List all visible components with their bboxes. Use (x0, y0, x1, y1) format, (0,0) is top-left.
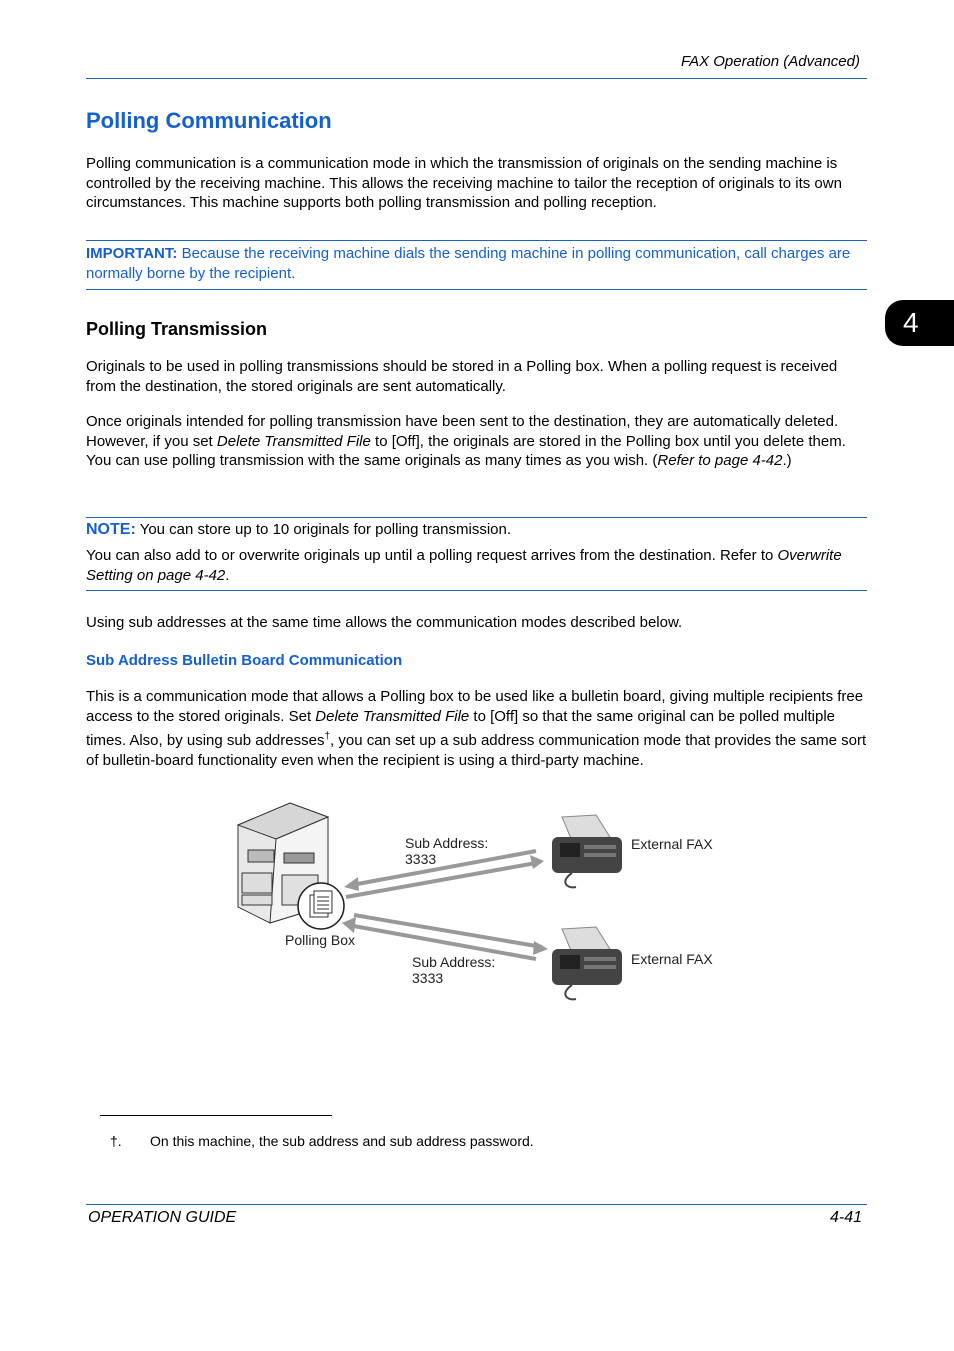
footer-guide-name: OPERATION GUIDE (88, 1209, 237, 1226)
footnote-marker: † (324, 731, 331, 742)
page-number: 4-41 (829, 1209, 862, 1226)
polling-diagram (230, 795, 730, 1005)
external-fax-icon-bottom (552, 927, 622, 999)
bulletin-text-a: This is a communication mode that allows a Polling box to be used like a bulletin board, giving multiple recipients free access to the stored originals. Set (86, 688, 864, 725)
note-text-2b: . (225, 566, 230, 584)
sub-address-label-bottom (412, 954, 495, 986)
important-bottom-rule (86, 289, 867, 290)
overwrite-setting-link[interactable]: Overwrite Setting on page 4-42 (86, 547, 842, 584)
polling-box-label: Polling Box (285, 932, 356, 948)
footnote-text: On this machine, the sub address and sub address password. (150, 1133, 534, 1149)
footer-rule (86, 1204, 867, 1205)
note-text-1: You can store up to 10 originals for polling transmission. (139, 521, 512, 538)
polling-para-2-text-b: to [Off], the originals are stored in the Polling box until you delete them. You can use polling transmission with the same originals as many times as you wish. ( (86, 432, 846, 469)
bulletin-heading: Sub Address Bulletin Board Communication (86, 652, 403, 669)
sub-address-caption-top: Sub Address: (405, 835, 489, 851)
note-line-2 (86, 546, 867, 585)
bulletin-text-b: to [Off] so that the same original can be polled multiple times. Also, by using sub addresses (86, 708, 836, 749)
intro-paragraph: Polling communication is a communication mode in which the transmission of originals on the sending machine is controlled by the receiving machine. This allows the receiving machine to tailor the reception of originals to its own circumstances. This machine supports both polling transmission and polling reception. (86, 155, 842, 211)
note-top-rule (86, 517, 867, 518)
chapter-tab: 4 (885, 300, 954, 346)
delete-transmitted-file-ref: Delete Transmitted File (216, 432, 371, 450)
polling-para-1: Originals to be used in polling transmissions should be stored in a Polling box. When a polling request is received from the destination, the stored originals are sent automatically. (86, 358, 838, 395)
footnote-mark: †. (110, 1133, 122, 1149)
header-rule (86, 78, 867, 79)
sub-address-intro: Using sub addresses at the same time allows the communication modes described below. (86, 614, 683, 631)
footnote-rule (100, 1115, 332, 1116)
polling-para-2-text-a: Once originals intended for polling transmission have been sent to the destination, they are automatically deleted. However, if you set (86, 413, 839, 450)
sub-address-caption-bottom: Sub Address: (412, 954, 496, 970)
external-fax-label-bottom: External FAX (631, 951, 713, 967)
sub-address-value-bottom: 3333 (412, 970, 444, 986)
note-label: NOTE: (86, 521, 136, 538)
sub-address-value-top: 3333 (405, 851, 437, 867)
bulletin-text-c: , you can set up a sub address communication mode that provides the same sort of bulletin-board functionality even when the recipient is using a third-party machine. (86, 732, 867, 769)
polling-para-2 (86, 412, 867, 471)
note-line-1 (86, 520, 867, 540)
note-text-2a: You can also add to or overwrite originals up until a polling request arrives from the destination. Refer to (86, 547, 778, 564)
external-fax-icon-top (552, 815, 622, 887)
section-heading-polling-transmission: Polling Transmission (86, 319, 268, 339)
page-reference-link[interactable]: Refer to page 4-42 (657, 452, 783, 469)
page-title: Polling Communication (86, 108, 332, 133)
important-text: Because the receiving machine dials the sending machine in polling communication, call charges are normally borne by the recipient. (86, 245, 851, 282)
important-top-rule (86, 240, 867, 241)
important-label: IMPORTANT: (86, 245, 178, 262)
running-header: FAX Operation (Advanced) (681, 53, 860, 70)
bulletin-paragraph (86, 687, 867, 771)
sub-address-label-top (405, 835, 488, 867)
bulletin-delete-transmitted-file: Delete Transmitted File (315, 708, 470, 725)
note-bottom-rule (86, 590, 867, 591)
polling-para-2-text-c: .) (782, 452, 792, 469)
important-notice (86, 244, 867, 284)
external-fax-label-top: External FAX (631, 836, 713, 852)
